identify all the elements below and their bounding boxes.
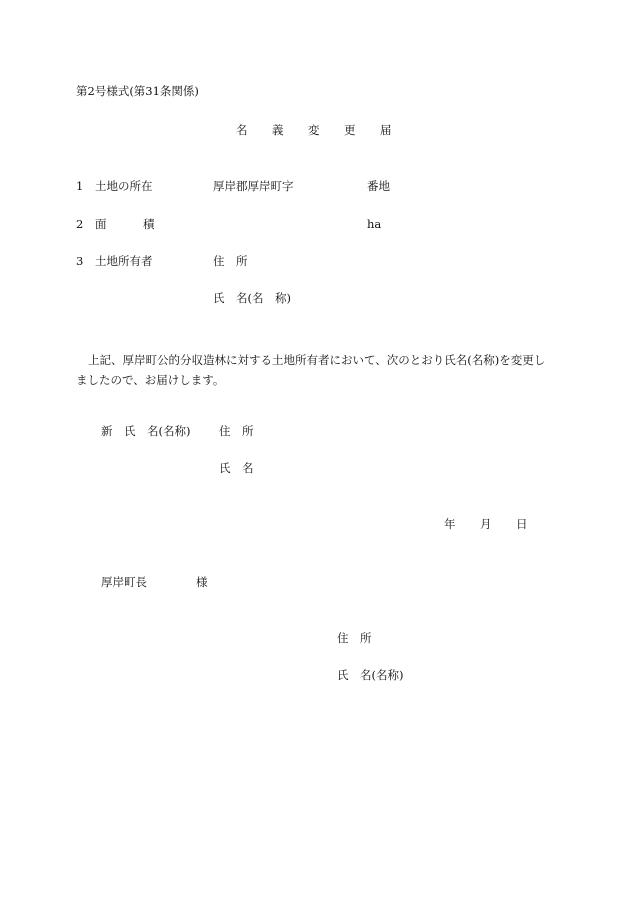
title-char-3: 変 [308,123,320,137]
statement-paragraph: 上記、厚岸町公的分収造林に対する土地所有者において、次のとおり氏名(名称)を変更しましたので、お届けします。 [76,353,546,387]
new-name-label: 新 氏 名(名称) [101,424,191,438]
item3-name-label: 氏 名(名 称) [213,291,291,305]
item3-address-label: 住 所 [213,254,248,268]
item3-number: 3 [76,254,84,268]
submitter-name-label: 氏 名(名称) [337,668,404,682]
addressee-mayor: 厚岸町長 [101,575,147,589]
title-char-2: 義 [272,123,284,137]
submitter-address-label: 住 所 [337,631,372,645]
item2-label-a: 面 [95,217,107,231]
item2-label-b: 積 [143,217,155,231]
addressee-honorific: 様 [196,575,208,589]
item3-label: 土地所有者 [95,254,153,268]
item1-label: 土地の所在 [95,179,153,193]
form-number: 第2号様式(第31条関係) [76,84,199,98]
item2-number: 2 [76,217,84,231]
item2-area-unit: ha [367,217,382,231]
item1-location-value: 厚岸郡厚岸町字 [213,179,294,193]
date-year: 年 [444,517,456,531]
new-name-field-label: 氏 名 [219,461,254,475]
item1-number: 1 [76,179,84,193]
new-address-label: 住 所 [219,424,254,438]
date-day: 日 [516,517,528,531]
date-month: 月 [480,517,492,531]
title-char-4: 更 [344,123,356,137]
title-char-5: 届 [380,123,392,137]
item1-lot-suffix: 番地 [367,179,390,193]
title-char-1: 名 [236,123,248,137]
